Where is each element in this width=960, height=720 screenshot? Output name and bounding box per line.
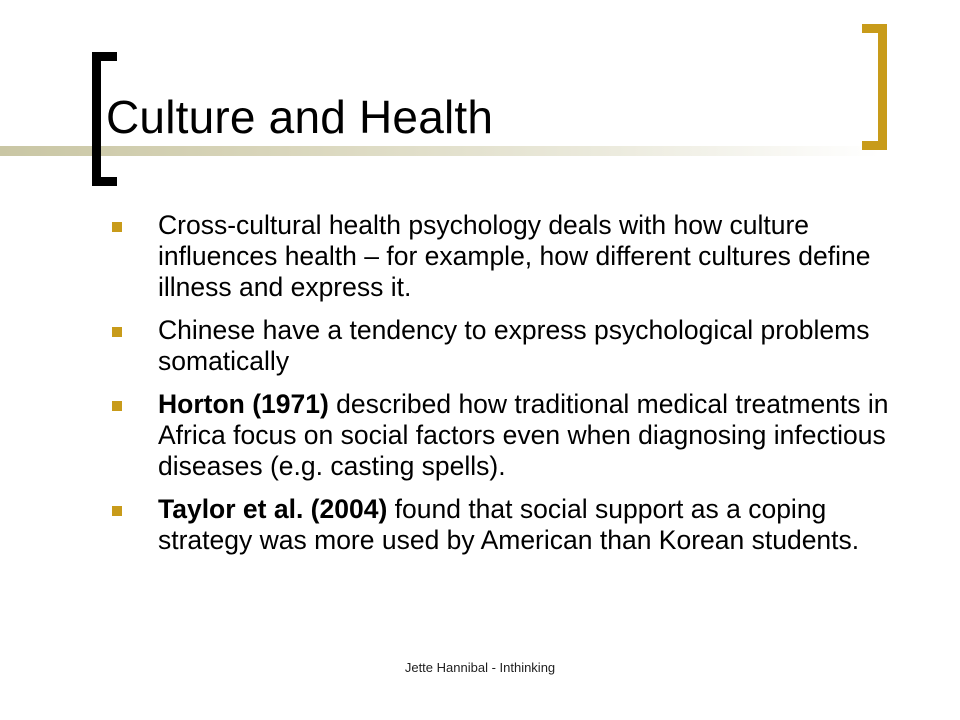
title-underline-rule [0,146,880,156]
bullet-item [110,494,900,556]
square-bullet-icon [112,401,122,411]
bullet-text: described how traditional medical treatments in Africa focus on social factors even when diagnosing infectious diseases (e.g. casting spells). [158,389,889,481]
slide-footer: Jette Hannibal - Inthinking [404,660,556,675]
square-bullet-icon [112,327,122,337]
square-bullet-icon [112,506,122,516]
bullet-text: found that social support as a coping strategy was more used by American than Korean students. [158,494,860,555]
bullet-item [110,315,900,377]
slide-title: Culture and Health [106,91,494,143]
bullet-text: Chinese have a tendency to express psychological problems somatically [158,315,870,376]
bullet-item [110,389,900,482]
bullet-citation: Horton (1971) [158,389,329,419]
right-bracket-decoration [862,24,887,150]
square-bullet-icon [112,222,122,232]
bullet-list [110,210,900,568]
bullet-item [110,210,900,303]
bullet-citation: Taylor et al. (2004) [158,494,388,524]
bullet-text: Cross-cultural health psychology deals with how culture influences health – for example, how different cultures define illness and express it. [158,210,871,302]
